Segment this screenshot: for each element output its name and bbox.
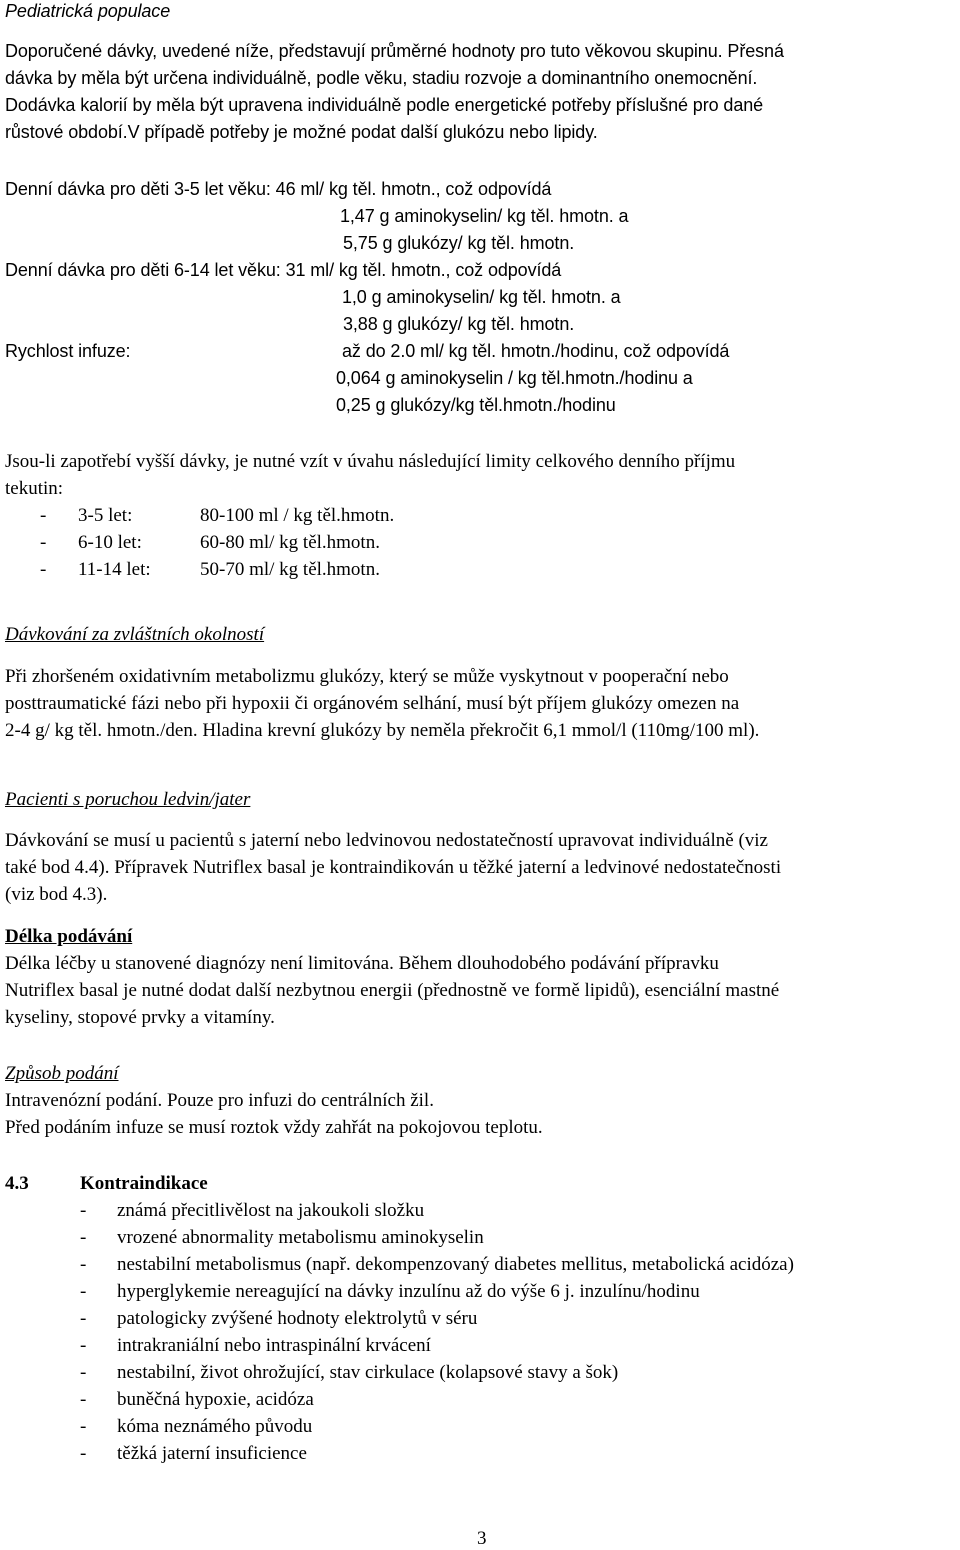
limits-intro: Jsou-li zapotřebí vyšší dávky, je nutné vzít v úvahu následující limity celkového denního příjmu — [5, 451, 736, 472]
list-dash: - — [80, 1335, 87, 1356]
list-dash: - — [40, 559, 47, 580]
dose-3-5-detail: 1,47 g aminokyselin/ kg těl. hmotn. a — [340, 206, 629, 226]
contra-heading: Kontraindikace — [80, 1173, 208, 1194]
page-number: 3 — [477, 1528, 487, 1549]
renal-para-line: (viz bod 4.3). — [5, 884, 108, 905]
rate-label: Rychlost infuze: — [5, 341, 131, 361]
dose-6-14-detail: 3,88 g glukózy/ kg těl. hmotn. — [343, 314, 575, 334]
contraindication-item: buněčná hypoxie, acidóza — [117, 1389, 314, 1410]
contraindication-item: známá přecitlivělost na jakoukoli složku — [117, 1200, 425, 1221]
dose-3-5-detail: 5,75 g glukózy/ kg těl. hmotn. — [343, 233, 575, 253]
rate-detail: 0,064 g aminokyselin / kg těl.hmotn./hodinu a — [336, 368, 693, 388]
contraindication-item: patologicky zvýšené hodnoty elektrolytů v séru — [117, 1308, 478, 1329]
pediatric-para-line: Dodávka kalorií by měla být upravena individuálně podle energetické potřeby příslušné pro dané — [5, 95, 764, 115]
contraindication-item: nestabilní, život ohrožující, stav cirkulace (kolapsové stavy a šok) — [117, 1362, 619, 1383]
special-para-line: posttraumatické fázi nebo při hypoxii či orgánovém selhání, musí být příjem glukózy omezen na — [5, 693, 740, 714]
list-dash: - — [80, 1200, 87, 1221]
pediatric-para-line: Doporučené dávky, uvedené níže, představují průměrné hodnoty pro tuto věkovou skupinu. Přesná — [5, 41, 784, 61]
list-dash: - — [80, 1227, 87, 1248]
contraindication-item: vrozené abnormality metabolismu aminokyselin — [117, 1227, 484, 1248]
limit-age: 6-10 let: — [78, 532, 142, 553]
list-dash: - — [40, 505, 47, 526]
list-dash: - — [80, 1389, 87, 1410]
renal-para-line: Dávkování se musí u pacientů s jaterní nebo ledvinovou nedostatečností upravovat individuálně (viz — [5, 830, 768, 851]
limit-value: 60-80 ml/ kg těl.hmotn. — [200, 532, 380, 553]
renal-para-line: také bod 4.4). Přípravek Nutriflex basal je kontraindikován u těžké jaterní a ledvinové nedostatečnosti — [5, 857, 782, 878]
list-dash: - — [80, 1308, 87, 1329]
contraindication-item: intrakraniální nebo intraspinální krvácení — [117, 1335, 431, 1356]
renal-heading: Pacienti s poruchou ledvin/jater — [5, 789, 251, 810]
rate-detail: 0,25 g glukózy/kg těl.hmotn./hodinu — [336, 395, 616, 415]
limits-intro: tekutin: — [5, 478, 64, 499]
duration-para-line: Nutriflex basal je nutné dodat další nezbytnou energii (přednostně ve formě lipidů), esenciální mastné — [5, 980, 780, 1001]
section-number: 4.3 — [5, 1173, 29, 1194]
list-dash: - — [80, 1416, 87, 1437]
pediatric-heading: Pediatrická populace — [5, 1, 171, 21]
contraindication-item: těžká jaterní insuficience — [117, 1443, 307, 1464]
contraindication-item: kóma neznámého původu — [117, 1416, 313, 1437]
list-dash: - — [80, 1281, 87, 1302]
special-para-line: Při zhoršeném oxidativním metabolizmu glukózy, který se může vyskytnout v pooperační nebo — [5, 666, 729, 687]
pediatric-para-line: dávka by měla být určena individuálně, podle věku, stadiu rozvoje a dominantního onemocnění. — [5, 68, 758, 88]
method-para-line: Před podáním infuze se musí roztok vždy zahřát na pokojovou teplotu. — [5, 1117, 543, 1138]
list-dash: - — [80, 1443, 87, 1464]
dose-6-14-label: Denní dávka pro děti 6-14 let věku: 31 ml/ kg těl. hmotn., což odpovídá — [5, 260, 562, 280]
dose-3-5-label: Denní dávka pro děti 3-5 let věku: 46 ml/ kg těl. hmotn., což odpovídá — [5, 179, 552, 199]
duration-para-line: Délka léčby u stanovené diagnózy není limitována. Během dlouhodobého podávání přípravku — [5, 953, 719, 974]
limit-value: 80-100 ml / kg těl.hmotn. — [200, 505, 395, 526]
list-dash: - — [80, 1362, 87, 1383]
contraindication-item: nestabilní metabolismus (např. dekompenzovaný diabetes mellitus, metabolická acidóza) — [117, 1254, 794, 1275]
list-dash: - — [40, 532, 47, 553]
method-para-line: Intravenózní podání. Pouze pro infuzi do centrálních žil. — [5, 1090, 434, 1111]
limit-age: 3-5 let: — [78, 505, 133, 526]
contraindication-item: hyperglykemie nereagující na dávky inzulínu až do výše 6 j. inzulínu/hodinu — [117, 1281, 700, 1302]
special-para-line: 2-4 g/ kg těl. hmotn./den. Hladina krevní glukózy by neměla překročit 6,1 mmol/l (110mg/100 ml). — [5, 720, 760, 741]
list-dash: - — [80, 1254, 87, 1275]
dose-6-14-detail: 1,0 g aminokyselin/ kg těl. hmotn. a — [342, 287, 621, 307]
limit-age: 11-14 let: — [78, 559, 151, 580]
pediatric-para-line: růstové období.V případě potřeby je možné podat další glukózu nebo lipidy. — [5, 122, 598, 142]
special-heading: Dávkování za zvláštních okolností — [5, 624, 265, 645]
method-heading: Způsob podání — [5, 1063, 119, 1084]
duration-heading: Délka podávání — [5, 926, 133, 947]
limit-value: 50-70 ml/ kg těl.hmotn. — [200, 559, 380, 580]
duration-para-line: kyseliny, stopové prvky a vitamíny. — [5, 1007, 275, 1028]
rate-detail: až do 2.0 ml/ kg těl. hmotn./hodinu, což odpovídá — [342, 341, 730, 361]
